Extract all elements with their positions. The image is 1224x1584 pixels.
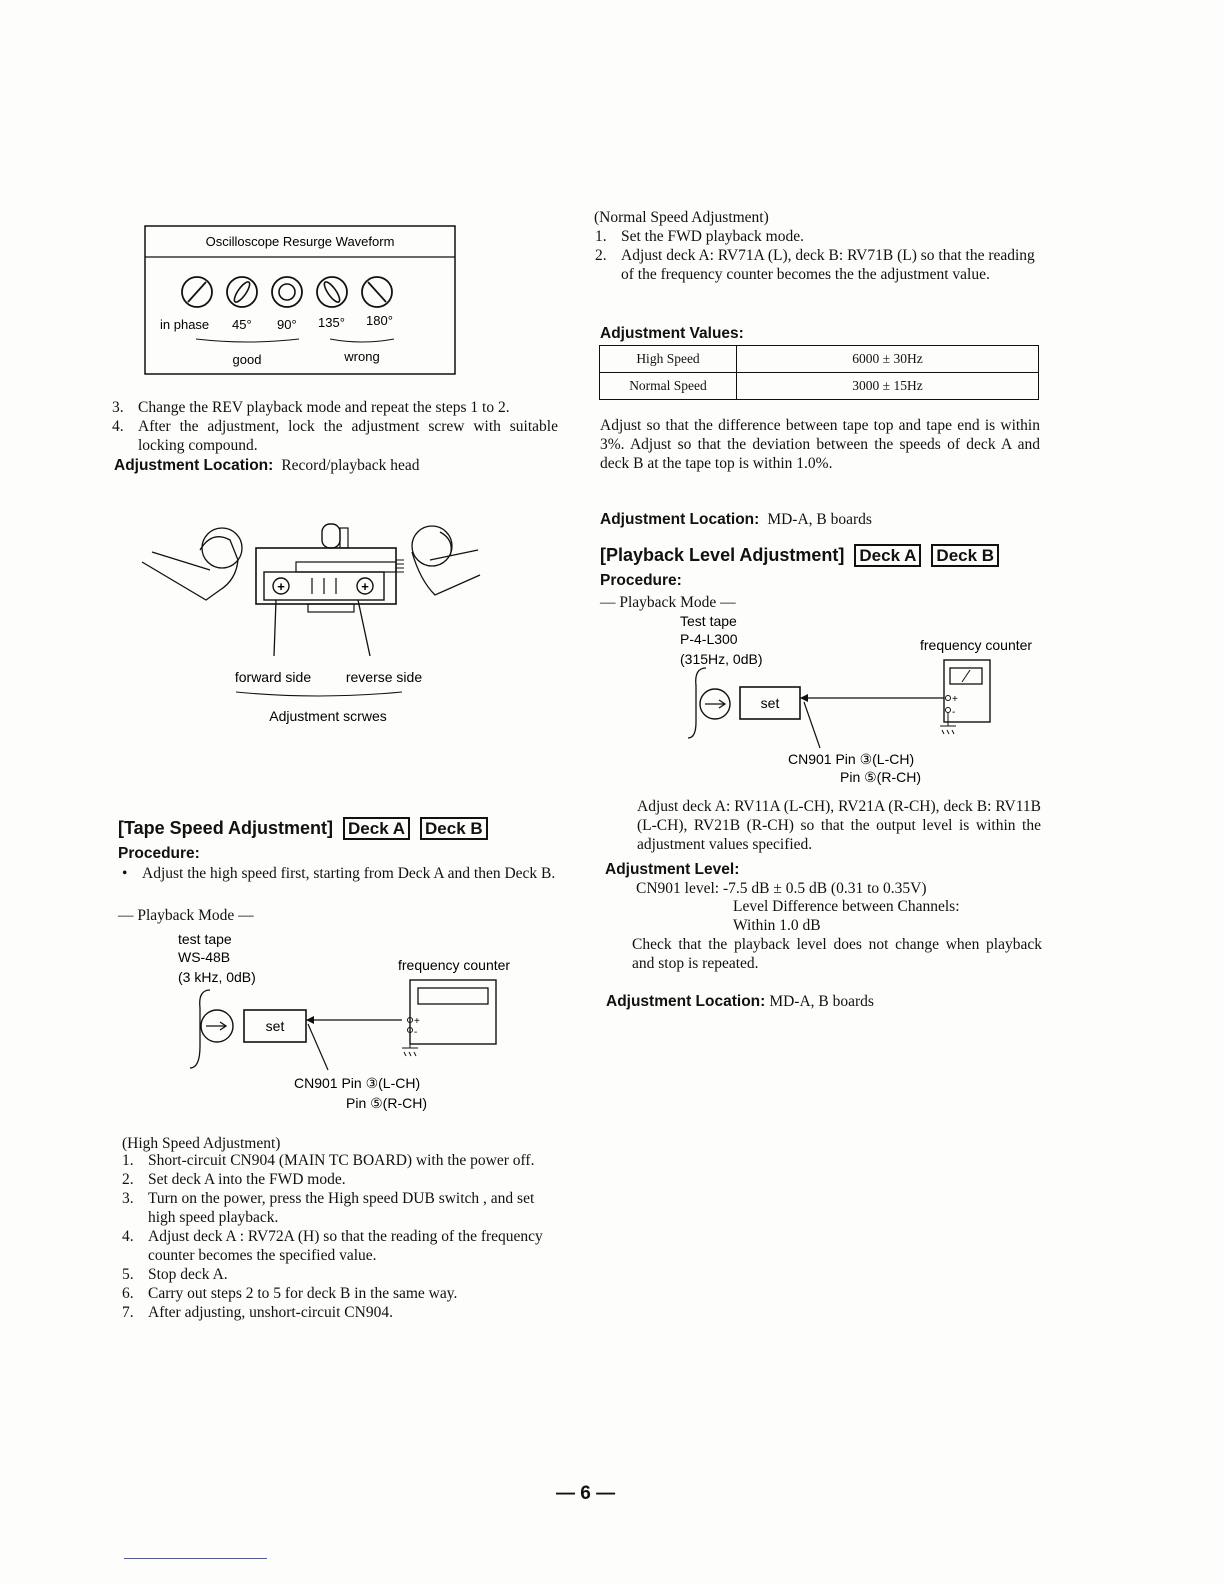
list-item [122, 1170, 562, 1189]
step-text: Adjust deck A: RV71A (L), deck B: RV71B (L) so that the reading of the frequency counter becomes the the adjustment value. [621, 247, 1035, 283]
step-text: Carry out steps 2 to 5 for deck B in the same way. [148, 1285, 458, 1302]
section-title: [Playback Level Adjustment] [600, 545, 845, 565]
step-text: Set deck A into the FWD mode. [148, 1171, 346, 1188]
playback-mode-label: — Playback Mode — [118, 907, 254, 924]
step-text: Adjust deck A : RV72A (H) so that the reading of the frequency counter becomes the specified value. [148, 1228, 543, 1264]
adjustment-screws-label: Adjustment scrwes [269, 708, 387, 724]
cn901-pin-lch-label: CN901 Pin ③(L-CH) [294, 1075, 421, 1091]
good-label: good [232, 352, 262, 367]
phase-label: in phase [160, 317, 210, 332]
phase-label: 135° [318, 315, 345, 330]
playback-level-heading [600, 545, 999, 566]
bullet-icon: • [122, 865, 128, 882]
phase-label: 45° [232, 317, 252, 332]
list-item [122, 1265, 562, 1284]
footer-rule [124, 1558, 267, 1559]
deck-b-badge: Deck B [420, 817, 488, 840]
adjustment-location-value: Record/playback head [281, 457, 420, 474]
head-diagram-svg [140, 520, 490, 730]
table-row [600, 346, 1039, 373]
step-number: 2. [595, 247, 607, 264]
tape-speed-heading [118, 818, 488, 839]
table-cell: Normal Speed [600, 373, 737, 400]
level-difference-text: Level Difference between Channels: [733, 898, 960, 915]
step-number: 1. [122, 1152, 134, 1169]
table-cell: High Speed [600, 346, 737, 373]
frequency-counter-icon [402, 980, 496, 1056]
table-cell: 3000 ± 15Hz [737, 373, 1039, 400]
step-text: Change the REV playback mode and repeat the steps 1 to 2. [138, 399, 510, 416]
step-text: Stop deck A. [148, 1266, 228, 1283]
cn901-pin-rch-label: Pin ⑤(R-CH) [346, 1095, 427, 1111]
cn901-pin-rch-label: Pin ⑤(R-CH) [840, 769, 921, 785]
adjustment-values-label: Adjustment Values: [600, 325, 744, 342]
oscilloscope-waveform-figure [144, 225, 456, 375]
svg-text:+: + [414, 1016, 420, 1027]
adjust-note: Adjust so that the difference between tape top and tape end is within 3%. Adjust so that the deviation between the speeds of deck A and deck B at the tape top is within 1.0%. [600, 417, 1040, 472]
test-tape-label: Test tape [680, 613, 737, 629]
frequency-counter-icon [940, 660, 990, 734]
phase-label: 180° [366, 313, 393, 328]
list-item [595, 227, 1035, 246]
step-number: 6. [122, 1285, 134, 1302]
set-label: set [265, 1018, 285, 1034]
list-item [122, 1303, 562, 1322]
step-number: 3. [112, 399, 124, 416]
tape-reel-icon [688, 668, 730, 738]
adjustment-location-label: Adjustment Location: [600, 511, 760, 528]
test-tape-model: WS-48B [178, 949, 231, 965]
svg-text:+: + [277, 579, 285, 594]
step-text: Short-circuit CN904 (MAIN TC BOARD) with the power off. [148, 1152, 535, 1169]
svg-text:+: + [952, 694, 958, 705]
svg-text:+: + [361, 579, 369, 594]
right-screwdriver-icon [412, 526, 480, 595]
adjustment-location-head [114, 456, 419, 475]
page-number: — 6 — [556, 1483, 616, 1504]
list-item [122, 1189, 562, 1227]
adjustment-location-value: MD-A, B boards [769, 993, 874, 1010]
adjustment-level-label: Adjustment Level: [605, 861, 740, 878]
playback-mode-label: — Playback Mode — [600, 594, 736, 611]
wrong-label: wrong [344, 349, 380, 364]
rev-steps-list [112, 398, 558, 455]
frequency-counter-label: frequency counter [398, 957, 511, 973]
frequency-counter-label: frequency counter [920, 637, 1033, 653]
adjustment-values-table [599, 345, 1039, 400]
set-label: set [760, 695, 780, 711]
record-playback-head-icon [256, 524, 404, 656]
adjustment-location-boards-1 [600, 510, 872, 529]
playback-level-connection-diagram [670, 612, 1050, 792]
list-item [122, 1227, 562, 1265]
within-text: Within 1.0 dB [733, 917, 821, 934]
oscilloscope-title: Oscilloscope Resurge Waveform [205, 234, 395, 249]
list-item [122, 1284, 562, 1303]
step-text: Turn on the power, press the High speed DUB switch , and set high speed playback. [148, 1190, 535, 1226]
procedure-label: Procedure: [118, 845, 200, 862]
oscilloscope-svg [144, 225, 456, 375]
step-text: After the adjustment, lock the adjustment screw with suitable locking compound. [138, 418, 558, 454]
forward-side-label: forward side [234, 669, 312, 685]
reverse-side-label: reverse side [345, 669, 423, 685]
adjustment-location-boards-2 [606, 992, 874, 1011]
table-row [600, 373, 1039, 400]
cn901-level-text: CN901 level: -7.5 dB ± 0.5 dB (0.31 to 0.35V) [636, 880, 927, 897]
step-number: 4. [112, 418, 124, 435]
step-number: 3. [122, 1190, 134, 1207]
list-item [112, 417, 558, 455]
deck-b-badge: Deck B [931, 544, 999, 567]
step-text: Set the FWD playback mode. [621, 228, 804, 245]
list-item [595, 246, 1035, 284]
test-tape-label: test tape [178, 931, 232, 947]
normal-speed-steps-list [595, 227, 1035, 284]
high-speed-steps-list [122, 1151, 562, 1322]
step-number: 4. [122, 1228, 134, 1245]
adjustment-location-label: Adjustment Location: [114, 457, 274, 474]
phase-180-icon [362, 277, 392, 307]
list-item [122, 1151, 562, 1170]
step-number: 7. [122, 1304, 134, 1321]
step-number: 5. [122, 1266, 134, 1283]
playback-level-diagram-svg [670, 612, 1050, 792]
cn901-pin-lch-label: CN901 Pin ③(L-CH) [788, 751, 915, 767]
check-playback-text: Check that the playback level does not change when playback and stop is repeated. [632, 936, 1042, 972]
tape-reel-icon [190, 990, 233, 1068]
normal-speed-heading: (Normal Speed Adjustment) [594, 209, 769, 226]
bullet-text: Adjust the high speed first, starting from Deck A and then Deck B. [142, 865, 556, 882]
phase-label: 90° [277, 317, 297, 332]
tape-speed-diagram-svg [170, 928, 530, 1118]
test-tape-spec: (3 kHz, 0dB) [178, 969, 256, 985]
svg-text:-: - [414, 1027, 418, 1038]
step-number: 2. [122, 1171, 134, 1188]
playback-level-adjust-text: Adjust deck A: RV11A (L-CH), RV21A (R-CH), deck B: RV11B (L-CH), RV21B (R-CH) so that the output level is within the adjustment values specified. [637, 798, 1041, 853]
svg-text:-: - [952, 707, 956, 718]
tape-speed-connection-diagram [170, 928, 530, 1118]
deck-a-badge: Deck A [854, 544, 921, 567]
list-item [112, 398, 558, 417]
test-tape-spec: (315Hz, 0dB) [680, 651, 763, 667]
phase-135-icon [317, 277, 347, 307]
step-number: 1. [595, 228, 607, 245]
test-tape-model: P-4-L300 [680, 631, 738, 647]
deck-a-badge: Deck A [343, 817, 410, 840]
head-diagram [140, 520, 490, 730]
phase-45-icon [227, 277, 257, 307]
adjustment-location-label: Adjustment Location: [606, 993, 766, 1010]
table-cell: 6000 ± 30Hz [737, 346, 1039, 373]
adjustment-location-value: MD-A, B boards [767, 511, 872, 528]
tape-speed-bullet [118, 864, 558, 883]
procedure-label: Procedure: [600, 572, 682, 589]
section-title: [Tape Speed Adjustment] [118, 818, 334, 838]
phase-in-phase-icon [182, 277, 212, 307]
high-speed-heading: (High Speed Adjustment) [122, 1135, 281, 1152]
phase-90-icon [272, 277, 302, 307]
left-screwdriver-icon [142, 528, 242, 600]
step-text: After adjusting, unshort-circuit CN904. [148, 1304, 393, 1321]
